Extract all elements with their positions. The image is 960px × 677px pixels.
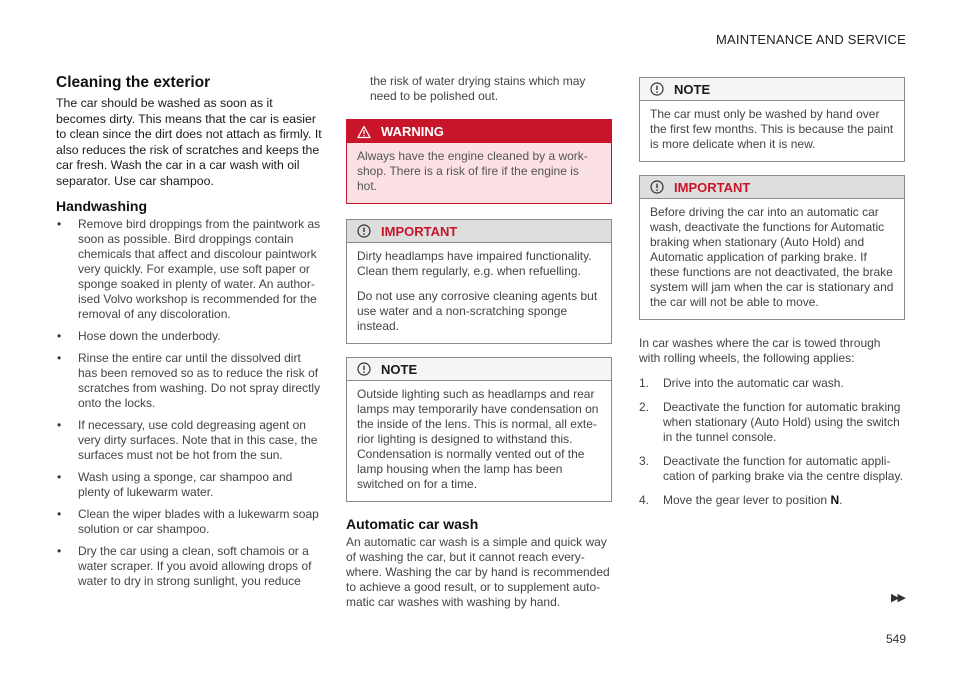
important-box-header [640, 176, 904, 199]
list-item: • Wash using a sponge, car shampoo and plenty of lukewarm water. [57, 470, 293, 499]
important-box-car-wash [639, 175, 905, 320]
list-item: 4. Move the gear lever to position N. [639, 493, 843, 507]
exclamation-circle-icon [650, 180, 664, 194]
important-body [347, 243, 611, 343]
bullet-icon: • [57, 507, 62, 521]
important-paragraph: Do not use any corrosive cleaning agents but use water and a non-scratching sponge instead. [357, 289, 598, 333]
list-item: • Hose down the underbody. [57, 329, 221, 343]
note-box-header [640, 78, 904, 101]
list-item: 1. Drive into the automatic car wash. [639, 376, 844, 390]
warning-box [346, 119, 612, 204]
subheading-handwashing: Handwashing [56, 198, 148, 214]
warning-text: Always have the engine cleaned by a work-shop. There is a risk of fire if the engine is hot. [347, 143, 611, 203]
bullet-icon: • [57, 470, 62, 484]
column-2 [346, 74, 612, 610]
exclamation-circle-icon [357, 224, 371, 238]
intro-paragraph: The car should be washed as soon as it becomes dirty. This means that the car is easier to clean since the dirt does not attach as firmly. It also reduces the risk of scratches and keeps the car fresh. Wash the car in a car wash with oil separator. Use car shampoo. [56, 96, 322, 188]
bullet-icon: • [57, 418, 62, 432]
list-item: • If necessary, use cold degreasing agent on very dirty surfaces. Note that in this case, the surfaces must not be hot from the sun. [57, 418, 318, 462]
next-page-arrows-icon[interactable]: ▶▶ [891, 592, 904, 604]
note-box-hand-wash [639, 77, 905, 162]
towed-intro: In car washes where the car is towed through with rolling wheels, the following applies: [639, 336, 881, 365]
warning-triangle-icon [357, 125, 371, 139]
gear-position: N [830, 493, 840, 507]
car-wash-paragraph: An automatic car wash is a simple and quick way of washing the car, but it cannot reach every-where. Washing the car by hand is recommended to achieve a good result, or to supplement auto-matic car washes with washing by hand. [346, 535, 610, 609]
bullet-continuation: the risk of water drying stains which may need to be polished out. [370, 74, 586, 103]
list-item: 3. Deactivate the function for automatic appli-cation of parking brake via the centre display. [639, 454, 903, 483]
bullet-icon: • [57, 217, 62, 231]
list-item: • Rinse the entire car until the dissolved dirt has been removed so as to reduce the risk of scratches from washing. Do not spray directly onto the locks. [57, 351, 321, 410]
list-item: • Dry the car using a clean, soft chamois or a water scraper. If you avoid allowing drops of water to dry in strong sunlight, you reduce [57, 544, 312, 588]
note-title: NOTE [674, 81, 711, 97]
bullet-icon: • [57, 544, 62, 558]
car-wash-steps [639, 376, 905, 508]
important-title: IMPORTANT [674, 179, 751, 195]
page-number: 549 [886, 632, 907, 646]
column-1 [56, 74, 322, 596]
warning-box-header [347, 120, 611, 143]
column-3 [639, 74, 905, 517]
handwashing-list [56, 217, 322, 589]
bullet-icon: • [57, 351, 62, 365]
warning-title: WARNING [381, 124, 444, 139]
important-paragraph: Dirty headlamps have impaired functionality. Clean them regularly, e.g. when refuelling. [357, 249, 592, 278]
note-text: Outside lighting such as headlamps and rear lamps may temporarily have condensation on the inside of the lens. This is normal, all exte-rior lighting is designed to withstand this. Condensation is normally vented out of the lamp housing when the lamp has been switched on for a time. [357, 387, 599, 491]
important-title: IMPORTANT [381, 223, 458, 239]
info-circle-icon [650, 82, 664, 96]
section-title-cleaning-exterior: Cleaning the exterior [56, 74, 211, 91]
note-box-condensation [346, 357, 612, 502]
info-circle-icon [357, 362, 371, 376]
note-title: NOTE [381, 361, 418, 377]
important-text: Before driving the car into an automatic car wash, deactivate the functions for Automatic braking when stationary (Auto Hold) and Automatic application of parking brake. If these functions are not deactivated, the brake system will jam when the car is stationary and the car will not be able to move. [650, 205, 894, 309]
subheading-automatic-car-wash: Automatic car wash [346, 516, 479, 532]
bullet-icon: • [57, 329, 62, 343]
important-box-headlamps [346, 219, 612, 344]
list-item: • Remove bird droppings from the paintwork as soon as possible. Bird droppings contain chemicals that affect and discolour paintwork very quickly. For example, use soft paper or sponge soaked in plenty of water. An author-ised Volvo workshop is recommended for the removal of any discoloration. [57, 217, 321, 321]
note-box-header [347, 358, 611, 381]
list-item: • Clean the wiper blades with a lukewarm soap solution or car shampoo. [57, 507, 319, 536]
list-item: 2. Deactivate the function for automatic braking when stationary (Auto Hold) using the switch in the tunnel console. [639, 400, 901, 444]
important-box-header [347, 220, 611, 243]
note-text: The car must only be washed by hand over the first few months. This is because the paint is more delicate when it is new. [650, 107, 894, 151]
section-header: MAINTENANCE AND SERVICE [715, 32, 906, 47]
